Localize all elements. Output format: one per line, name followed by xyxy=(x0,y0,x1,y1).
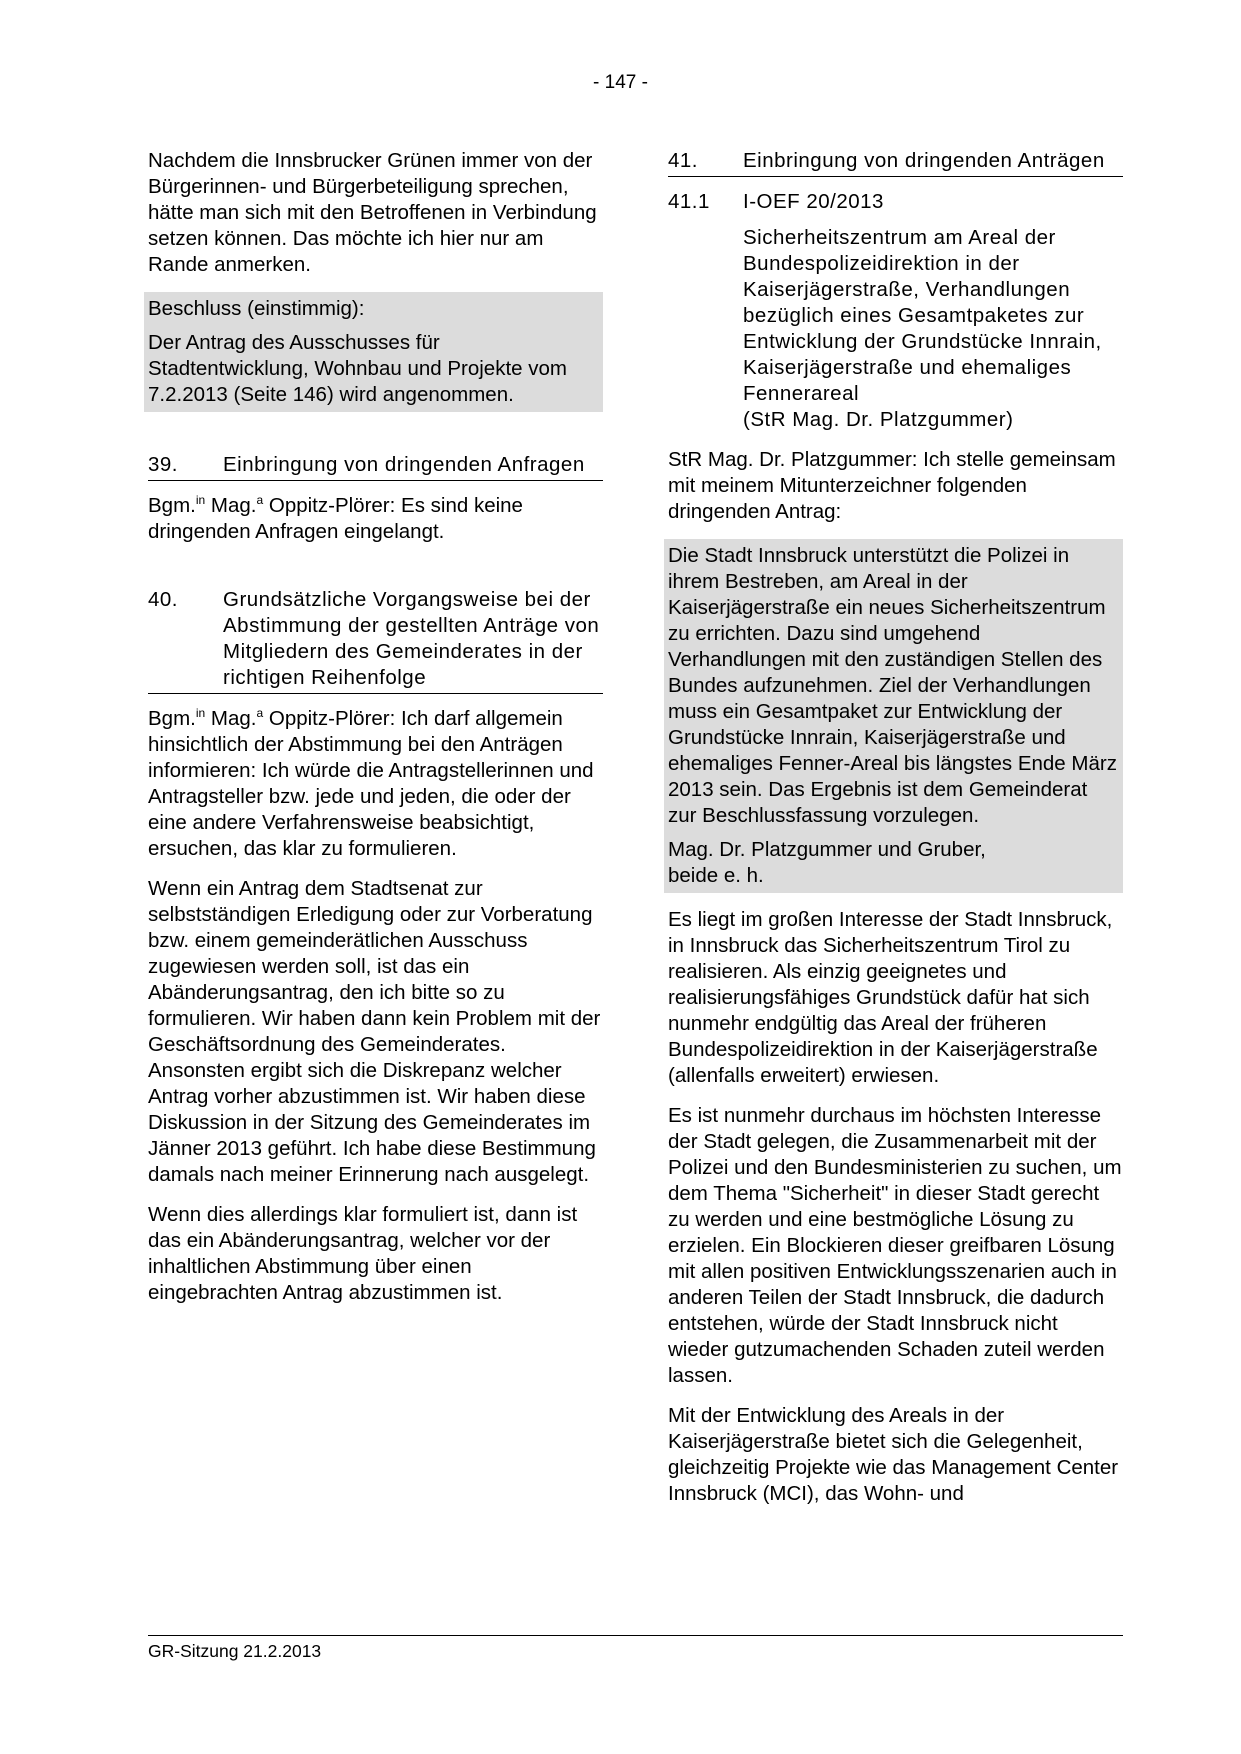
section-41-number: 41. xyxy=(668,149,698,172)
section-41-1-subject: Sicherheitszentrum am Areal der Bundespolizeidirektion in der Kaiserjägerstraße, Verhandlungen bezüglich eines Gesamtpaketes zur Entwicklung der Grundstücke Innrain, Kaiserjägerstraße und ehemaliges Fennerareal xyxy=(743,226,1102,405)
speaker-title-2: Mag. xyxy=(205,494,257,517)
page-number: - 147 - xyxy=(593,72,648,93)
section-39-title: Einbringung von dringenden Anfragen xyxy=(223,453,585,476)
section-40-statement xyxy=(148,706,603,862)
section-41-title: Einbringung von dringenden Anträgen xyxy=(743,149,1105,172)
section-41-1-number: 41.1 xyxy=(668,190,710,213)
footer-text: GR-Sitzung 21.2.2013 xyxy=(148,1641,322,1661)
section-41-heading xyxy=(668,148,1123,177)
section-40-number: 40. xyxy=(148,588,178,611)
section-39-heading xyxy=(148,452,603,481)
speaker-sup-2: a xyxy=(256,706,264,721)
section-41-1-title: I-OEF 20/2013 xyxy=(743,190,884,213)
right-paragraph-1: Es liegt im großen Interesse der Stadt Innsbruck, in Innsbruck das Sicherheitszentrum Tirol zu realisieren. Als einzig geeignetes und realisierungsfähiges Grundstück dafür hat sich nunmehr endgültig das Areal der früheren Bundespolizeidirektion in der Kaiserjägerstraße (allenfalls erweitert) erwiesen. xyxy=(668,908,1113,1087)
section-39-number: 39. xyxy=(148,453,178,476)
section-40-text: Oppitz-Plörer: Ich darf allgemein hinsichtlich der Abstimmung bei den Anträgen informieren: Ich würde die Antragstellerinnen und Antragsteller bzw. jede und jeden, die oder der eine andere Verfahrensweise beabsichtigt, ersuchen, das klar zu formulieren. xyxy=(148,707,594,860)
speaker-title: Bgm. xyxy=(148,707,196,730)
left-paragraph-2: Wenn ein Antrag dem Stadtsenat zur selbstständigen Erledigung oder zur Vorberatung bzw. einem gemeinderätlichen Ausschuss zugewiesen werden soll, ist das ein Abänderungsantrag, den ich bitte so zu formulieren. Wir haben dann kein Problem mit der Geschäftsordnung des Gemeinderates. Ansonsten ergibt sich die Diskrepanz welcher Antrag vorher abzustimmen ist. Wir haben diese Diskussion in der Sitzung des Gemeinderates im Jänner 2013 geführt. Ich habe diese Bestimmung damals nach meiner Erinnerung nach ausgelegt. xyxy=(148,877,601,1186)
section-39-text: Oppitz-Plörer: Es sind keine dringenden Anfragen eingelangt. xyxy=(148,494,523,543)
left-column xyxy=(148,148,603,1320)
section-41-1-subject-block xyxy=(743,225,1123,433)
footer-divider xyxy=(148,1635,1123,1636)
antrag-signers xyxy=(668,833,1119,893)
section-40-heading xyxy=(148,587,603,694)
section-39-statement xyxy=(148,493,603,545)
antrag-box xyxy=(664,539,1123,893)
right-paragraph-2: Es ist nunmehr durchaus im höchsten Interesse der Stadt gelegen, die Zusammenarbeit mit der Polizei und den Bundesministerien zu suchen, um dem Thema "Sicherheit" in dieser Stadt gerecht zu werden und eine bestmögliche Lösung zu erzielen. Ein Blockieren dieser greifbaren Lösung mit allen positiven Entwicklungsszenarien auch in anderen Teilen der Stadt Innsbruck, die dadurch entstehen, würde der Stadt Innsbruck nicht wieder gutzumachenden Schaden zuteil werden lassen. xyxy=(668,1104,1122,1387)
right-paragraph-3: Mit der Entwicklung des Areals in der Kaiserjägerstraße bietet sich die Gelegenheit, gleichzeitig Projekte wie das Management Center Innsbruck (MCI), das Wohn- und xyxy=(668,1404,1119,1505)
right-column xyxy=(668,148,1123,1521)
right-intro-paragraph: StR Mag. Dr. Platzgummer: Ich stelle gemeinsam mit meinem Mitunterzeichner folgenden dringenden Antrag: xyxy=(668,448,1116,523)
beschluss-box xyxy=(144,292,603,412)
speaker-title-2: Mag. xyxy=(205,707,257,730)
left-intro-paragraph: Nachdem die Innsbrucker Grünen immer von der Bürgerinnen- und Bürgerbeteiligung sprechen, hätte man sich mit den Betroffenen in Verbindung setzen können. Das möchte ich hier nur am Rande anmerken. xyxy=(148,149,597,276)
antrag-signers-line-2: beide e. h. xyxy=(668,864,764,887)
section-40-title: Grundsätzliche Vorgangsweise bei der Abstimmung der gestellten Anträge von Mitgliedern des Gemeinderates in der richtigen Reihenfolge xyxy=(223,588,600,689)
speaker-sup-2: a xyxy=(256,493,264,508)
beschluss-text: Der Antrag des Ausschusses für Stadtentwicklung, Wohnbau und Projekte vom 7.2.2013 (Seite 146) wird angenommen. xyxy=(148,331,567,406)
speaker-sup: in xyxy=(195,706,206,721)
beschluss-title: Beschluss (einstimmig): xyxy=(148,297,365,320)
speaker-title: Bgm. xyxy=(148,494,196,517)
speaker-sup: in xyxy=(195,493,206,508)
antrag-text: Die Stadt Innsbruck unterstützt die Polizei in ihrem Bestreben, am Areal in der Kaiserjägerstraße ein neues Sicherheitszentrum zu errichten. Dazu sind umgehend Verhandlungen mit den zuständigen Stellen des Bundes aufzunehmen. Ziel der Verhandlungen muss ein Gesamtpaket zur Entwicklung der Grundstücke Innrain, Kaiserjägerstraße und ehemaliges Fenner-Areal bis längstes Ende März 2013 sein. Das Ergebnis ist dem Gemeinderat zur Beschlussfassung vorzulegen. xyxy=(668,544,1117,827)
antrag-signers-line-1: Mag. Dr. Platzgummer und Gruber, xyxy=(668,838,986,861)
section-41-1-by: (StR Mag. Dr. Platzgummer) xyxy=(743,408,1014,431)
left-paragraph-3: Wenn dies allerdings klar formuliert ist, dann ist das ein Abänderungsantrag, welcher vor der inhaltlichen Abstimmung über einen eingebrachten Antrag abzustimmen ist. xyxy=(148,1203,578,1304)
section-41-1-heading xyxy=(668,189,1123,215)
